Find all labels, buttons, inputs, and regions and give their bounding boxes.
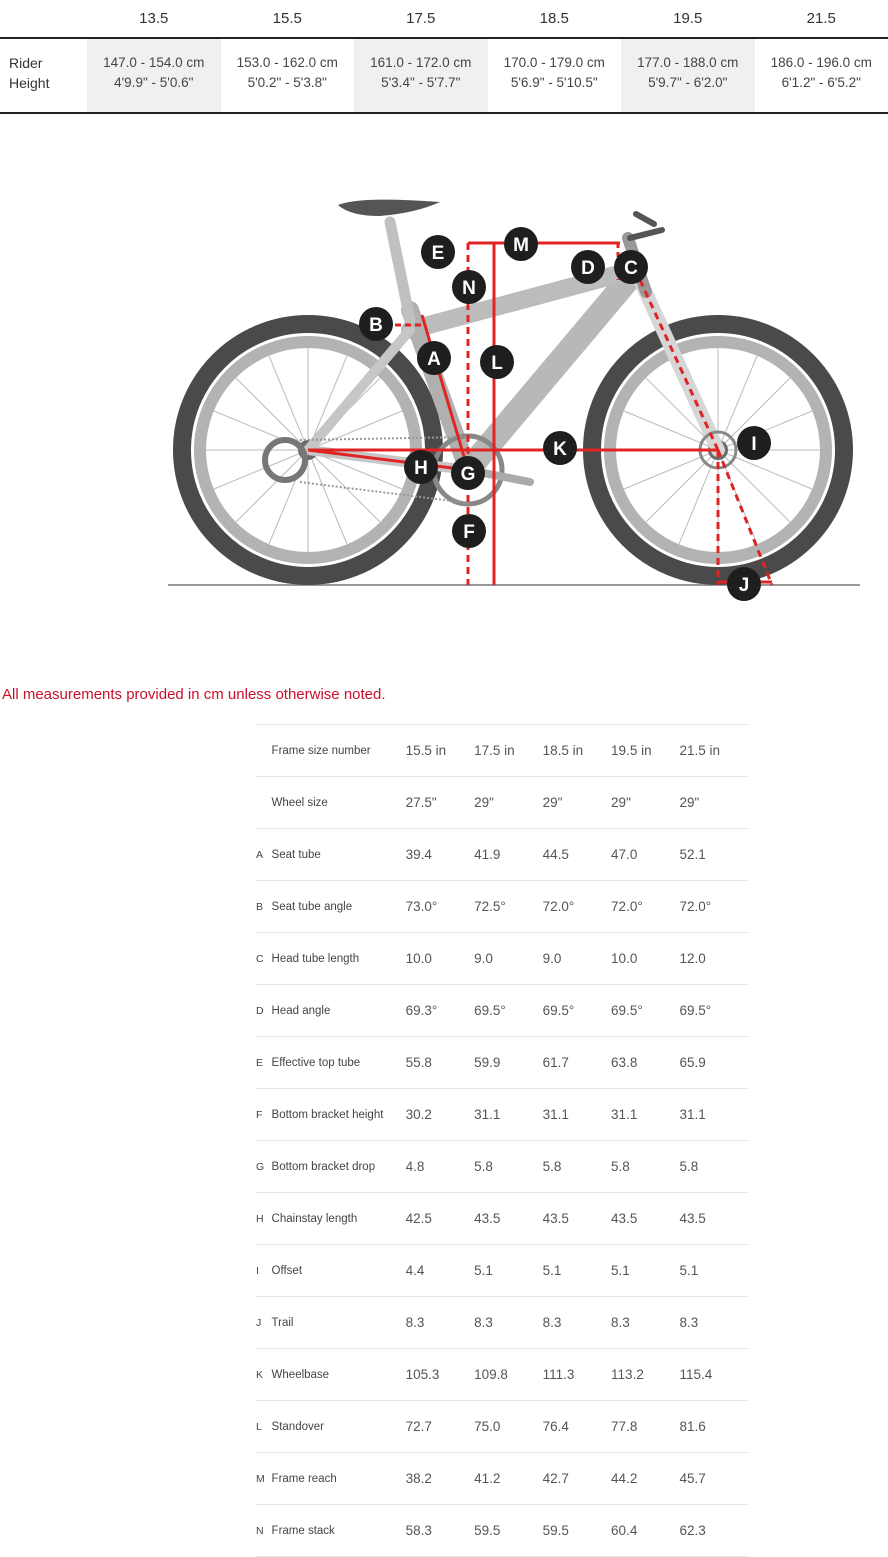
geometry-value: 8.3 — [474, 1315, 542, 1330]
geometry-value: 19.5 in — [611, 743, 679, 758]
geometry-row-name: Bottom bracket height — [272, 1109, 406, 1121]
size-13-5: 13.5 — [87, 0, 221, 37]
geometry-value: 72.5° — [474, 899, 542, 914]
svg-text:A: A — [427, 349, 441, 370]
geometry-value: 39.4 — [406, 847, 474, 862]
size-21-5: 21.5 — [755, 0, 888, 37]
geometry-row-letter: M — [256, 1473, 272, 1485]
geometry-row-name: Offset — [272, 1265, 406, 1277]
saddle — [338, 200, 440, 216]
geometry-value: 43.5 — [474, 1211, 542, 1226]
geometry-value: 4.4 — [406, 1263, 474, 1278]
geometry-row-name: Wheel size — [272, 797, 406, 809]
geometry-value: 47.0 — [611, 847, 679, 862]
height-cm: 177.0 - 188.0 cm — [621, 53, 755, 73]
height-ft: 5'6.9" - 5'10.5" — [488, 73, 622, 93]
geometry-value: 8.3 — [611, 1315, 679, 1330]
svg-text:B: B — [369, 315, 383, 336]
geometry-value: 38.2 — [406, 1471, 474, 1486]
geometry-value: 43.5 — [611, 1211, 679, 1226]
geometry-row-name: Frame reach — [272, 1473, 406, 1485]
geometry-value: 72.7 — [406, 1419, 474, 1434]
geometry-value: 65.9 — [680, 1055, 748, 1070]
geometry-row-name: Seat tube — [272, 849, 406, 861]
geometry-value: 5.1 — [611, 1263, 679, 1278]
geometry-value: 59.5 — [474, 1523, 542, 1538]
geometry-value: 8.3 — [406, 1315, 474, 1330]
svg-text:I: I — [751, 434, 756, 455]
geometry-value: 5.1 — [474, 1263, 542, 1278]
geometry-value: 59.9 — [474, 1055, 542, 1070]
geometry-value: 75.0 — [474, 1419, 542, 1434]
geometry-value: 31.1 — [611, 1107, 679, 1122]
svg-text:F: F — [463, 522, 475, 543]
geometry-value: 105.3 — [406, 1367, 474, 1382]
size-15-5: 15.5 — [221, 0, 355, 37]
marker-c — [614, 250, 648, 284]
rider-height-label-line1: Rider — [9, 55, 42, 71]
geometry-value: 69.5° — [680, 1003, 748, 1018]
geometry-value: 12.0 — [680, 951, 748, 966]
geometry-row-letter: E — [256, 1057, 272, 1069]
geometry-row-name: Bottom bracket drop — [272, 1161, 406, 1173]
svg-text:C: C — [624, 258, 638, 279]
geometry-row-letter: F — [256, 1109, 272, 1121]
geometry-value: 8.3 — [543, 1315, 611, 1330]
geometry-value: 109.8 — [474, 1367, 542, 1382]
geometry-value: 27.5" — [406, 795, 474, 810]
geometry-value: 72.0° — [611, 899, 679, 914]
geometry-table — [256, 724, 748, 1557]
size-header-corner — [0, 0, 87, 37]
geometry-row-name: Frame stack — [272, 1525, 406, 1537]
geometry-row — [256, 933, 748, 985]
height-ft: 5'9.7" - 6'2.0" — [621, 73, 755, 93]
geometry-row-letter: J — [256, 1317, 272, 1329]
geometry-value: 60.4 — [611, 1523, 679, 1538]
geometry-value: 5.1 — [543, 1263, 611, 1278]
geometry-row-name: Standover — [272, 1421, 406, 1433]
svg-text:G: G — [461, 464, 476, 485]
geometry-row — [256, 1401, 748, 1453]
geometry-row-letter: K — [256, 1369, 272, 1381]
geometry-value: 31.1 — [680, 1107, 748, 1122]
geometry-value: 113.2 — [611, 1367, 679, 1382]
geometry-row-name: Trail — [272, 1317, 406, 1329]
geometry-row-letter: D — [256, 1005, 272, 1017]
marker-j — [727, 567, 761, 601]
geometry-row — [256, 1505, 748, 1557]
height-cell — [755, 39, 888, 112]
geometry-value: 5.1 — [680, 1263, 748, 1278]
geometry-value: 41.9 — [474, 847, 542, 862]
geometry-row — [256, 1193, 748, 1245]
geometry-value: 30.2 — [406, 1107, 474, 1122]
geometry-value: 61.7 — [543, 1055, 611, 1070]
geometry-row-letter: C — [256, 953, 272, 965]
svg-text:H: H — [414, 458, 428, 479]
marker-m — [504, 227, 538, 261]
geometry-row-letter: G — [256, 1161, 272, 1173]
svg-text:L: L — [491, 353, 503, 374]
svg-text:M: M — [513, 235, 529, 256]
geometry-row — [256, 725, 748, 777]
geometry-value: 8.3 — [680, 1315, 748, 1330]
geometry-row-letter: B — [256, 901, 272, 913]
geometry-row — [256, 1297, 748, 1349]
geometry-row — [256, 829, 748, 881]
geometry-value: 5.8 — [611, 1159, 679, 1174]
geometry-row-name: Head angle — [272, 1005, 406, 1017]
geometry-value: 42.7 — [543, 1471, 611, 1486]
height-cell — [488, 39, 622, 112]
geometry-row — [256, 985, 748, 1037]
geometry-row — [256, 1349, 748, 1401]
size-header-row — [0, 0, 888, 39]
height-cell — [354, 39, 488, 112]
geometry-value: 9.0 — [474, 951, 542, 966]
geometry-value: 31.1 — [543, 1107, 611, 1122]
marker-b — [359, 307, 393, 341]
size-17-5: 17.5 — [354, 0, 488, 37]
geometry-value: 10.0 — [406, 951, 474, 966]
geometry-value: 69.5° — [543, 1003, 611, 1018]
geometry-value: 44.5 — [543, 847, 611, 862]
geometry-row-name: Frame size number — [272, 745, 406, 757]
geometry-row-letter: H — [256, 1213, 272, 1225]
geometry-value: 18.5 in — [543, 743, 611, 758]
geometry-value: 5.8 — [474, 1159, 542, 1174]
geometry-value: 72.0° — [543, 899, 611, 914]
height-ft: 6'1.2" - 6'5.2" — [755, 73, 888, 93]
marker-f — [452, 514, 486, 548]
geometry-value: 69.5° — [611, 1003, 679, 1018]
size-chart — [0, 0, 888, 114]
geometry-value: 29" — [680, 795, 748, 810]
geometry-value: 44.2 — [611, 1471, 679, 1486]
geometry-value: 69.5° — [474, 1003, 542, 1018]
geometry-value: 9.0 — [543, 951, 611, 966]
geometry-row — [256, 881, 748, 933]
marker-k — [543, 431, 577, 465]
marker-l — [480, 345, 514, 379]
height-cell — [221, 39, 355, 112]
geometry-value: 41.2 — [474, 1471, 542, 1486]
geometry-value: 42.5 — [406, 1211, 474, 1226]
height-ft: 4'9.9" - 5'0.6" — [87, 73, 221, 93]
rider-height-label-line2: Height — [9, 75, 49, 91]
geometry-row — [256, 1245, 748, 1297]
geometry-value: 29" — [543, 795, 611, 810]
height-cm: 170.0 - 179.0 cm — [488, 53, 622, 73]
geometry-value: 62.3 — [680, 1523, 748, 1538]
geometry-row-name: Chainstay length — [272, 1213, 406, 1225]
rider-height-label — [0, 39, 87, 112]
geometry-row-letter: I — [256, 1265, 272, 1277]
geometry-value: 55.8 — [406, 1055, 474, 1070]
svg-text:E: E — [432, 243, 445, 264]
geometry-value: 76.4 — [543, 1419, 611, 1434]
geometry-row-letter: N — [256, 1525, 272, 1537]
marker-n — [452, 270, 486, 304]
geometry-row-name: Head tube length — [272, 953, 406, 965]
size-19-5: 19.5 — [621, 0, 755, 37]
bike-geometry-diagram — [0, 150, 888, 620]
geometry-value: 52.1 — [680, 847, 748, 862]
geometry-value: 31.1 — [474, 1107, 542, 1122]
height-cm: 161.0 - 172.0 cm — [354, 53, 488, 73]
marker-d — [571, 250, 605, 284]
height-cm: 147.0 - 154.0 cm — [87, 53, 221, 73]
height-cm: 186.0 - 196.0 cm — [755, 53, 888, 73]
geometry-value: 77.8 — [611, 1419, 679, 1434]
measurement-note: All measurements provided in cm unless otherwise noted. — [2, 686, 386, 703]
geometry-value: 5.8 — [680, 1159, 748, 1174]
geometry-value: 21.5 in — [680, 743, 748, 758]
geometry-value: 115.4 — [680, 1367, 748, 1382]
marker-g — [451, 456, 485, 490]
geometry-row-name: Effective top tube — [272, 1057, 406, 1069]
geometry-value: 69.3° — [406, 1003, 474, 1018]
geometry-value: 58.3 — [406, 1523, 474, 1538]
geometry-value: 17.5 in — [474, 743, 542, 758]
height-ft: 5'0.2" - 5'3.8" — [221, 73, 355, 93]
marker-i — [737, 426, 771, 460]
geometry-row — [256, 1037, 748, 1089]
geometry-row-letter: A — [256, 849, 272, 861]
geometry-value: 10.0 — [611, 951, 679, 966]
geometry-row-letter: L — [256, 1421, 272, 1433]
geometry-value: 5.8 — [543, 1159, 611, 1174]
height-cell — [87, 39, 221, 112]
height-cell — [621, 39, 755, 112]
rider-height-row — [0, 39, 888, 114]
geometry-value: 29" — [474, 795, 542, 810]
geometry-value: 59.5 — [543, 1523, 611, 1538]
geometry-value: 63.8 — [611, 1055, 679, 1070]
geometry-row — [256, 777, 748, 829]
geometry-value: 15.5 in — [406, 743, 474, 758]
geometry-value: 29" — [611, 795, 679, 810]
geometry-value: 73.0° — [406, 899, 474, 914]
bike-illustration — [0, 150, 888, 620]
geometry-row — [256, 1141, 748, 1193]
marker-e — [421, 235, 455, 269]
geometry-value: 111.3 — [543, 1367, 611, 1382]
svg-text:N: N — [462, 278, 476, 299]
geometry-value: 43.5 — [543, 1211, 611, 1226]
geometry-row-name: Seat tube angle — [272, 901, 406, 913]
svg-text:K: K — [553, 439, 567, 460]
geometry-value: 45.7 — [680, 1471, 748, 1486]
geometry-row-name: Wheelbase — [272, 1369, 406, 1381]
marker-h — [404, 450, 438, 484]
marker-a — [417, 341, 451, 375]
height-cm: 153.0 - 162.0 cm — [221, 53, 355, 73]
height-ft: 5'3.4" - 5'7.7" — [354, 73, 488, 93]
size-18-5: 18.5 — [488, 0, 622, 37]
geometry-value: 4.8 — [406, 1159, 474, 1174]
svg-text:J: J — [739, 575, 750, 596]
geometry-value: 81.6 — [680, 1419, 748, 1434]
geometry-row — [256, 1089, 748, 1141]
geometry-row — [256, 1453, 748, 1505]
geometry-value: 72.0° — [680, 899, 748, 914]
geometry-value: 43.5 — [680, 1211, 748, 1226]
handlebar — [630, 214, 662, 238]
svg-text:D: D — [581, 258, 595, 279]
